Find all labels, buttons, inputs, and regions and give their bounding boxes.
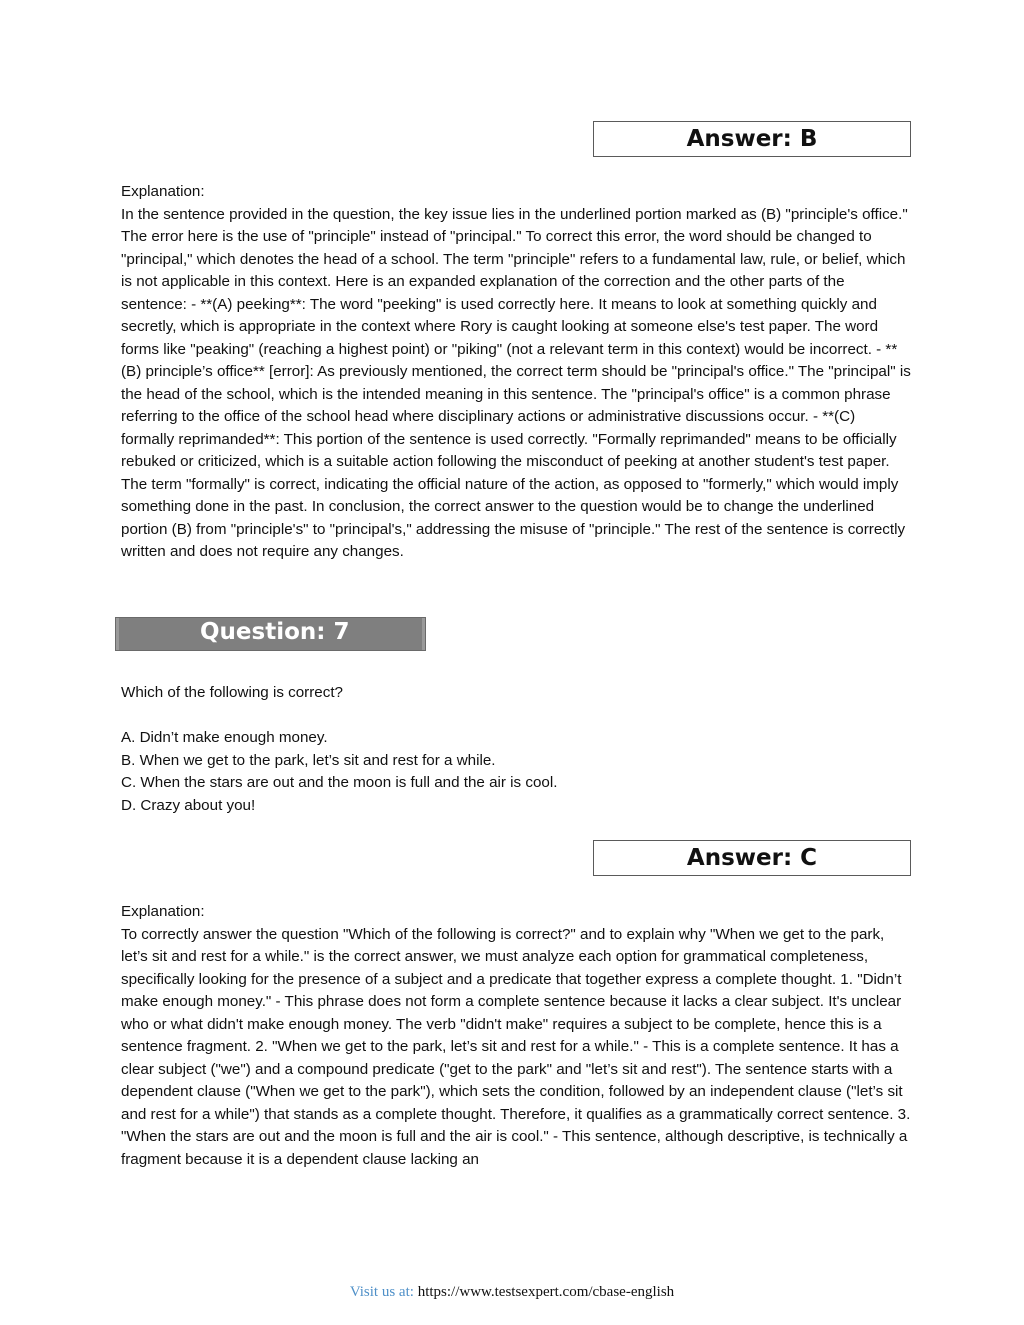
question-number: Question: 7 <box>200 619 350 645</box>
footer-visit-label: Visit us at: <box>349 1284 414 1300</box>
question-prompt: Which of the following is correct? <box>121 684 343 701</box>
question-banner <box>115 617 426 651</box>
option-list <box>121 727 911 817</box>
explanation-body: To correctly answer the question "Which of the following is correct?" and to explain why "When we get to the park, let’s sit and rest for a while." is the correct answer, we must analyze each option for grammatical completeness, specifically looking for the presence of a subject and a predicate that together express a complete thought. 1. "Didn’t make enough money." - This phrase does not form a complete sentence because it lacks a clear subject. It's unclear who or what didn't make enough money. The verb "didn't make" requires a subject to be complete, hence this is a sentence fragment. 2. "When we get to the park, let’s sit and rest for a while." - This is a complete sentence. It has a clear subject ("we") and a compound predicate ("get to the park" and "let’s sit and rest"). The sentence starts with a dependent clause ("When we get to the park"), which sets the condition, followed by an independent clause ("let’s sit and rest for a while") that stands as a complete thought. Therefore, it qualifies as a grammatically correct sentence. 3. "When the stars are out and the moon is full and the air is cool." - This sentence, although descriptive, is technically a fragment because it is a dependent clause lacking an <box>121 925 911 1168</box>
option-b: B. When we get to the park, let’s sit and rest for a while. <box>121 751 496 769</box>
option-d: D. Crazy about you! <box>121 796 256 814</box>
explanation-body: In the sentence provided in the question, the key issue lies in the underlined portion marked as (B) "principle's office." The error here is the use of "principle" instead of "principal." To correct this error, the word should be changed to "principal," which denotes the head of a school. The term "principle" refers to a fundamental law, rule, or belief, which is not applicable in this context. Here is an expanded explanation of the correction and the other parts of the sentence: - **(A) peeking**: The word "peeking" is used correctly here. It means to look at something quickly and secretly, which is appropriate in the context where Rory is caught looking at someone else's test paper. The word forms like "peaking" (reaching a highest point) or "piking" (not a relevant term in this context) would be incorrect. - **(B) principle’s office** [error]: As previously mentioned, the correct term should be "principal's office." The "principal" is the head of the school, which is the intended meaning in this sentence. The "principal's office" is a common phrase referring to the office of the school head where disciplinary actions or administrative discussions occur. - **(C) formally reprimanded**: This portion of the sentence is used correctly. "Formally reprimanded" means to be officially rebuked or criticized, which is a suitable action following the misconduct of peeking at another student's test paper. The term "formally" is correct, indicating the official nature of the action, as opposed to "formerly," which would imply something done in the past. In conclusion, the correct answer to the question would be to change the underlined portion (B) from "principle's" to "principal's," addressing the misuse of "principle." The rest of the sentence is correctly written and does not require any changes. <box>121 205 911 560</box>
page-footer <box>0 1284 1024 1301</box>
question-block <box>121 682 911 817</box>
answer-box <box>593 840 911 876</box>
option-a: A. Didn’t make enough money. <box>121 729 328 746</box>
footer-url-link[interactable]: https://www.testsexpert.com/cbase-english <box>417 1284 675 1300</box>
explanation-section <box>121 901 911 1171</box>
explanation-section <box>121 181 911 564</box>
option-c: C. When the stars are out and the moon is full and the air is cool. <box>121 774 558 791</box>
answer-label: Answer: B <box>686 126 818 152</box>
answer-box <box>593 121 911 157</box>
explanation-heading: Explanation: <box>121 903 205 920</box>
explanation-heading: Explanation: <box>121 183 205 200</box>
answer-label: Answer: C <box>686 845 818 871</box>
